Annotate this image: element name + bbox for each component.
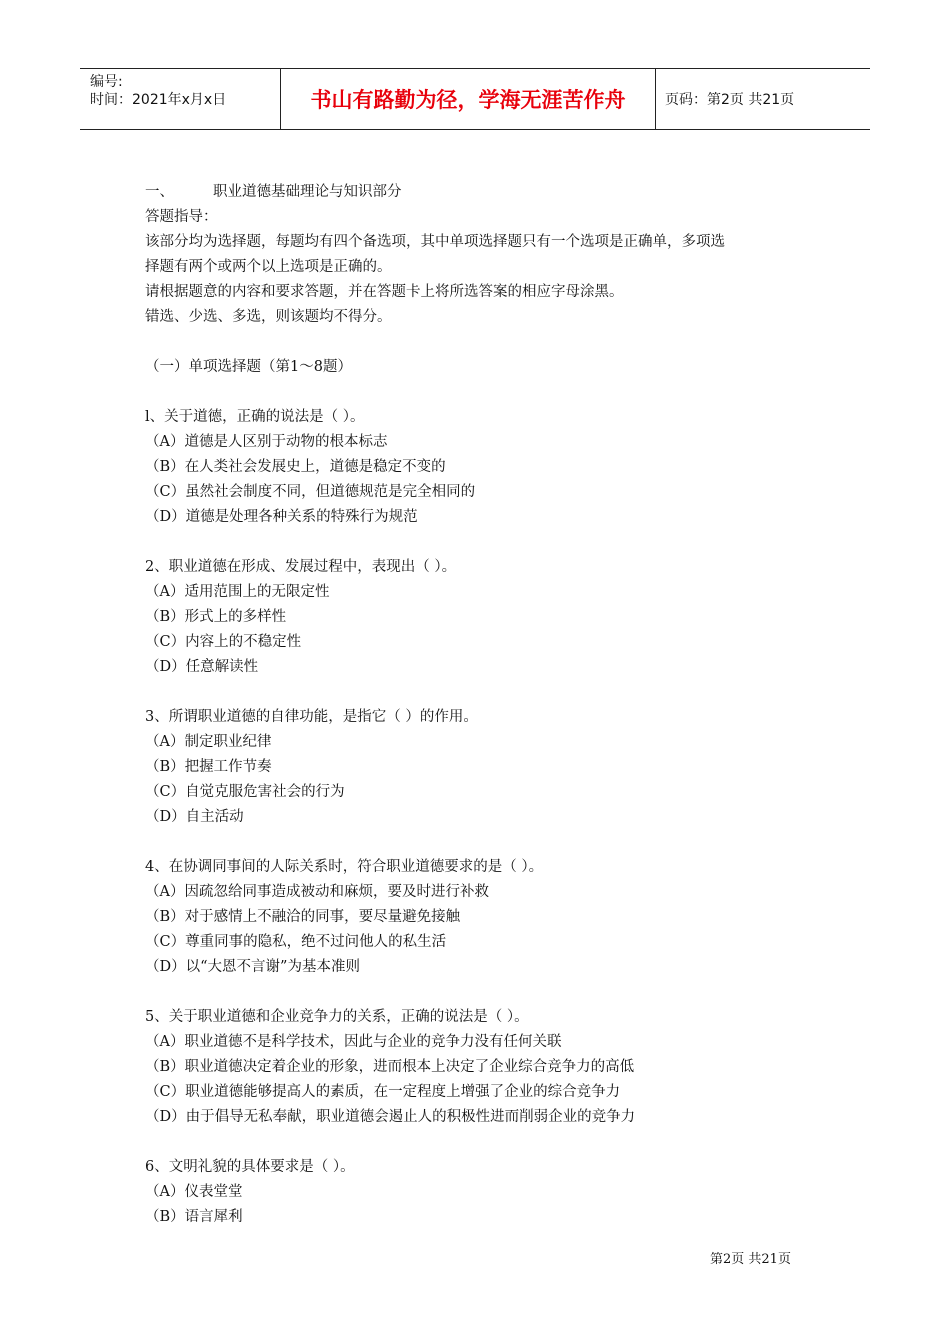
header-page-label: 页码：第2页 共21页 [665,92,795,108]
question [145,1155,825,1230]
answer-option: （A）职业道德不是科学技术，因此与企业的竞争力没有任何关联 [145,1034,562,1050]
answer-option: （C）自觉克服危害社会的行为 [145,784,345,800]
question [145,1005,825,1130]
question-stem: 4、在协调同事间的人际关系时，符合职业道德要求的是（ ）。 [145,859,544,875]
question-stem: l、关于道德，正确的说法是（ ）。 [145,409,365,425]
page-footer: 第2页 共21页 [710,1252,791,1267]
question [145,705,825,830]
answer-option: （C）内容上的不稳定性 [145,634,302,650]
header-motto: 书山有路勤为径，学海无涯苦作舟 [310,88,626,112]
answer-option: （D）任意解读性 [145,659,259,675]
answer-option: （B）语言犀利 [145,1209,243,1225]
header-meta [80,69,280,129]
question-stem: 5、关于职业道德和企业竞争力的关系，正确的说法是（ ）。 [145,1009,529,1025]
guide-paragraph: 请根据题意的内容和要求答题，并在答题卡上将所选答案的相应字母涂黑。 [145,284,624,300]
answer-option: （D）由于倡导无私奉献，职业道德会遏止人的积极性进而削弱企业的竞争力 [145,1109,636,1125]
question [145,855,825,980]
guide-paragraph: 择题有两个或两个以上选项是正确的。 [145,259,392,275]
header-divider [655,69,656,129]
document-body [145,180,825,1230]
answer-option: （C）职业道德能够提高人的素质，在一定程度上增强了企业的综合竞争力 [145,1084,621,1100]
answer-option: （B）职业道德决定着企业的形象，进而根本上决定了企业综合竞争力的高低 [145,1059,635,1075]
guide-paragraph: 该部分均为选择题，每题均有四个备选项，其中单项选择题只有一个选项是正确单，多项选 [145,234,725,250]
question [145,555,825,680]
section-number: 一、 [145,184,174,200]
answer-option: （B）形式上的多样性 [145,609,287,625]
answer-option: （B）对于感情上不融洽的同事，要尽量避免接触 [145,909,461,925]
answer-option: （D）道德是处理各种关系的特殊行为规范 [145,509,418,525]
answer-option: （A）道德是人区别于动物的根本标志 [145,434,388,450]
question-stem: 3、所谓职业道德的自律功能，是指它（ ）的作用。 [145,709,478,725]
answer-option: （D）以“大恩不言谢”为基本准则 [145,959,360,975]
answer-option: （A）制定职业纪律 [145,734,272,750]
subsection-title: （一）单项选择题（第1～8题） [145,359,352,375]
document-number-label: 编号: [90,74,123,90]
answer-option: （A）仪表堂堂 [145,1184,243,1200]
answer-option: （A）因疏忽给同事造成被动和麻烦，要及时进行补救 [145,884,489,900]
question [145,405,825,530]
answer-option: （A）适用范围上的无限定性 [145,584,330,600]
guide-heading: 答题指导： [145,209,218,225]
question-stem: 2、职业道德在形成、发展过程中，表现出（ ）。 [145,559,457,575]
document-time-label: 时间：2021年x月x日 [90,92,227,108]
answer-option: （B）在人类社会发展史上，道德是稳定不变的 [145,459,446,475]
section-title [145,180,825,205]
guide-paragraph: 错选、少选、多选，则该题均不得分。 [145,309,392,325]
answer-option: （B）把握工作节奏 [145,759,272,775]
section-title-text: 职业道德基础理论与知识部分 [213,184,402,200]
header-table [80,68,870,130]
answer-option: （D）自主活动 [145,809,244,825]
question-stem: 6、文明礼貌的具体要求是（ ）。 [145,1159,355,1175]
answer-option: （C）虽然社会制度不同，但道德规范是完全相同的 [145,484,476,500]
answer-option: （C）尊重同事的隐私，绝不过问他人的私生活 [145,934,447,950]
